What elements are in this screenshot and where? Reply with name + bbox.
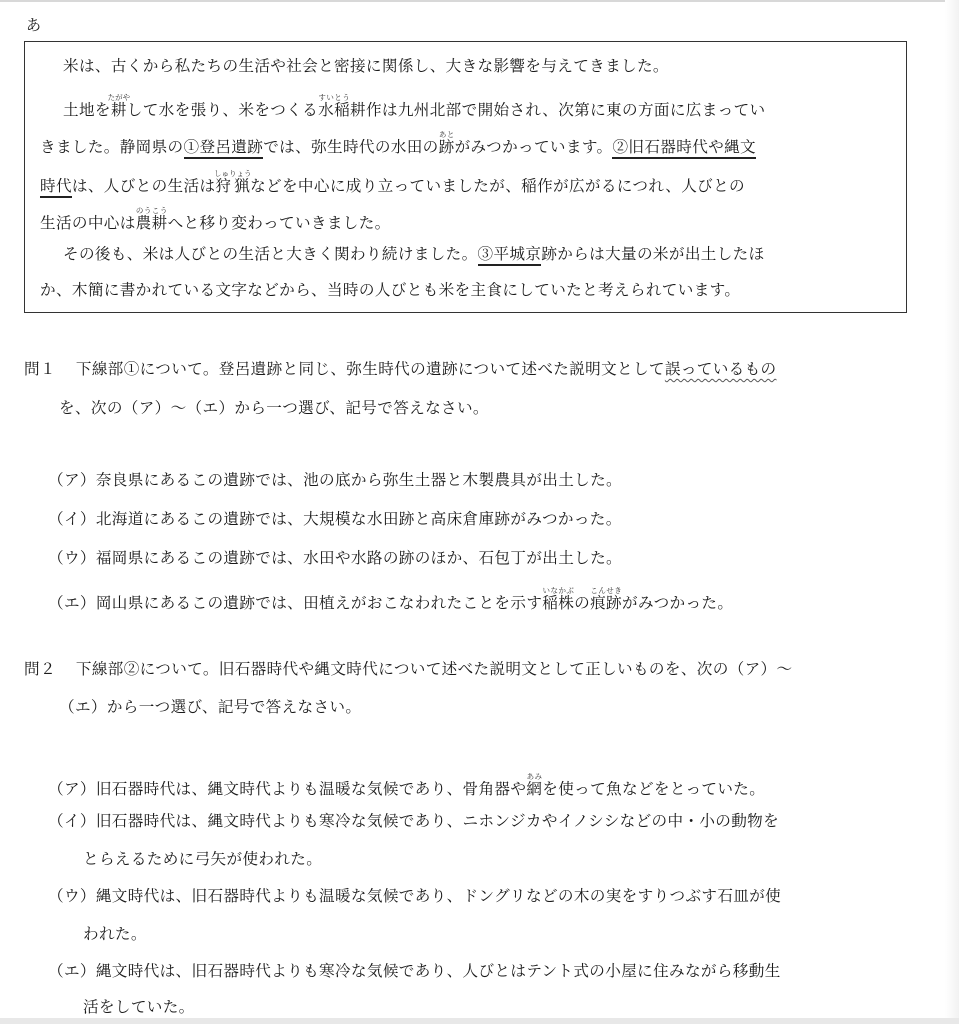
underline-2: ②旧石器時代や縄文 xyxy=(612,138,756,159)
passage-line xyxy=(40,169,745,196)
question-text: を、次の（ア）～（エ）から一つ選び、記号で答えなさい。 xyxy=(59,399,489,417)
q1-option-d xyxy=(48,586,733,613)
passage-text: して水を張り、米をつくる xyxy=(126,101,319,119)
passage-text: 跡からは大量の米が出土したほ xyxy=(541,245,765,263)
q1-option-a: （ア）奈良県にあるこの遺跡では、池の底から弥生土器と木製農具が出土した。 xyxy=(48,471,622,489)
passage-text: 耕作は九州北部で開始され、次第に東の方面に広まってい xyxy=(350,101,766,119)
q2-option-a xyxy=(48,772,765,799)
q2-option-d-cont: 活をしていた。 xyxy=(83,998,195,1016)
passage-text: 生活の中心は xyxy=(40,214,136,232)
q2-option-b: （イ）旧石器時代は、縄文時代よりも寒冷な気候であり、ニホンジカやイノシシなどの中・小の動物を xyxy=(48,812,780,830)
passage-line xyxy=(40,130,756,157)
option-text: の xyxy=(574,594,591,612)
passage-text: 米は、古くから私たちの生活や社会と密接に関係し、大きな影響を与えてきました。 xyxy=(63,57,669,75)
passage-box xyxy=(24,41,907,313)
q1-option-c: （ウ）福岡県にあるこの遺跡では、水田や水路の跡のほか、石包丁が出土した。 xyxy=(48,549,622,567)
ruby-word: 狩猟しゅりょう xyxy=(214,169,252,195)
question-1 xyxy=(24,359,776,379)
ruby-word: 耕たがや xyxy=(107,93,131,119)
q2-option-c: （ウ）縄文時代は、旧石器時代よりも温暖な気候であり、ドングリなどの木の実をすりつぶす石皿が使 xyxy=(48,887,782,905)
passage-text: へと移り変わっていきました。 xyxy=(167,214,391,232)
passage-line xyxy=(63,244,765,264)
passage-text: がみつかっています。 xyxy=(454,138,613,156)
question-1-line2 xyxy=(59,398,489,418)
option-text: （エ）岡山県にあるこの遺跡では、田植えがおこなわれたことを示す xyxy=(48,594,543,612)
ruby-word: 痕跡こんせき xyxy=(590,586,622,612)
passage-text: か、木簡に書かれている文字などから、当時の人びとも米を主食にしていたと考えられています。 xyxy=(40,281,741,299)
passage-text: は、人びとの生活は xyxy=(71,177,216,195)
emphasis-text: 誤っているもの xyxy=(664,360,777,378)
section-label: あ xyxy=(26,16,42,34)
ruby-word: 水稲すいとう xyxy=(318,93,351,119)
question-text: （エ）から一つ選び、記号で答えなさい。 xyxy=(59,698,362,716)
underline-1: ①登呂遺跡 xyxy=(184,138,264,159)
q2-option-b-cont: とらえるために弓矢が使われた。 xyxy=(83,850,323,868)
underline-3: ③平城京 xyxy=(478,245,542,266)
bottom-edge xyxy=(0,1018,959,1024)
top-rule xyxy=(0,0,959,2)
passage-line xyxy=(63,93,766,120)
q1-option-b: （イ）北海道にあるこの遺跡では、大規模な水田跡と高床倉庫跡がみつかった。 xyxy=(48,510,622,528)
question-2 xyxy=(24,659,792,679)
passage-line xyxy=(63,56,669,76)
question-text: 下線部①について。登呂遺跡と同じ、弥生時代の遺跡について述べた説明文として xyxy=(75,360,665,378)
option-text: を使って魚などをとっていた。 xyxy=(542,780,766,798)
passage-text: その後も、米は人びとの生活と大きく関わり続けました。 xyxy=(63,245,478,263)
ruby-word: 農耕のうこう xyxy=(135,206,168,232)
question-label: 問１ xyxy=(24,360,56,378)
question-text: 下線部②について。旧石器時代や縄文時代について述べた説明文として正しいものを、次の（ア）～ xyxy=(75,660,793,678)
passage-text: では、弥生時代の水田の xyxy=(263,138,439,156)
passage-line xyxy=(40,280,740,300)
option-text: （ア）旧石器時代は、縄文時代よりも温暖な気候であり、骨角器や xyxy=(48,780,527,798)
question-2-line2 xyxy=(59,697,361,717)
underline-2-cont: 時代 xyxy=(40,177,72,198)
q2-option-d: （エ）縄文時代は、旧石器時代よりも寒冷な気候であり、人びとはテント式の小屋に住みながら移動生 xyxy=(48,962,781,980)
passage-text: などを中心に成り立っていましたが、稲作が広がるにつれ、人びとの xyxy=(250,177,745,195)
question-label: 問２ xyxy=(24,660,56,678)
passage-text: きました。静岡県の xyxy=(40,138,184,156)
right-edge xyxy=(945,0,959,1024)
passage-text: 土地を xyxy=(63,101,111,119)
option-text: がみつかった。 xyxy=(622,594,734,612)
ruby-word: 跡あと xyxy=(438,130,455,156)
ruby-word: 網あみ xyxy=(526,772,543,798)
q2-option-c-cont: われた。 xyxy=(83,925,147,943)
ruby-word: 稲株いなかぶ xyxy=(542,586,575,612)
passage-line xyxy=(40,206,391,233)
